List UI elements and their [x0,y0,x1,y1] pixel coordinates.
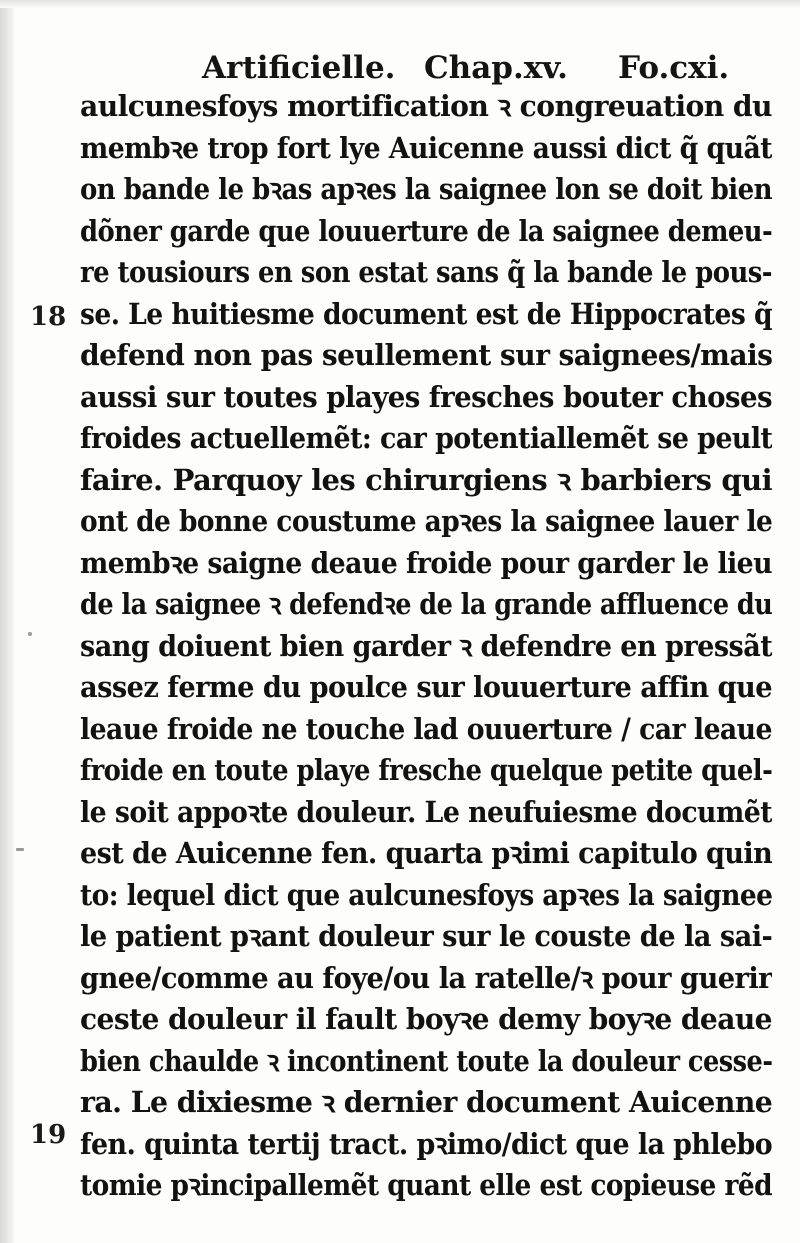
text-line: membꝛe saigne deaue froide pour garder le lieu [80,545,772,580]
text-line: to: lequel dict que aulcunesfoys apꝛes la saignee [80,877,772,912]
running-head-title: Artificielle. [202,50,396,86]
text-line: tomie pꝛincipallemẽt quant elle est copieuse rẽd [80,1168,772,1202]
text-line: aussi sur toutes playes fresches bouter choses [80,379,772,414]
text-line: ont de bonne coustume apꝛes la saignee lauer le [80,504,772,538]
text-line: ceste douleur il fault boyꝛe demy boyꝛe deaue [80,1002,772,1036]
scan-speck [16,848,24,851]
text-line: dõner garde que louuerture de la saignee demeu- [80,213,772,248]
text-line: aulcunesfoys mortification ꝛ congreuation du [80,89,772,123]
text-line: le soit appoꝛte douleur. Le neufuiesme documẽt [80,794,772,829]
text-line: se. Le huitiesme document est de Hippocrates q̃ [80,296,772,331]
text-line: re tousiours en son estat sans q̃ la bande le pous- [80,255,772,289]
text-line: de la saignee ꝛ defendꝛe de la grande affluence du [80,587,772,621]
running-head-chapter: Chap.xv. [424,50,568,86]
text-line: assez ferme du poulce sur louuerture affin que [80,670,772,704]
scan-edge-left [0,0,14,1243]
text-line: froide en toute playe fresche quelque petite quel- [80,753,772,787]
body-text [80,86,772,1207]
text-line: le patient pꝛant douleur sur le couste de la sai- [80,919,772,953]
margin-note-number: 18 [30,302,67,332]
text-line: gnee/comme au foye/ou la ratelle/ꝛ pour guerir [80,960,772,995]
scan-edge-top [0,0,800,8]
text-line: bien chaulde ꝛ incontinent toute la douleur cesse- [80,1043,772,1078]
text-line: on bande le bꝛas apꝛes la saignee lon se doit bien [80,172,772,206]
margin-note-number: 19 [30,1120,67,1150]
scan-speck [28,632,32,636]
text-line: froides actuellemẽt: car potentiallemẽt se peult [80,421,772,455]
text-line: leaue froide ne touche lad ouuerture / car leaue [80,711,772,746]
text-line: sang doiuent bien garder ꝛ defendre en pressãt [80,628,772,663]
text-line: faire. Parquoy les chirurgiens ꝛ barbiers qui [80,462,772,497]
text-line: membꝛe trop fort lye Auicenne aussi dict q̃ quãt [80,130,772,165]
text-line: ra. Le dixiesme ꝛ dernier document Auicenne [80,1085,772,1119]
running-head-folio: Fo.cxi. [618,50,730,86]
text-line: fen. quinta tertij tract. pꝛimo/dict que la phlebo [80,1126,772,1161]
text-line: defend non pas seullement sur saignees/mais [80,338,772,372]
text-line: est de Auicenne fen. quarta pꝛimi capitulo quin [80,836,772,870]
